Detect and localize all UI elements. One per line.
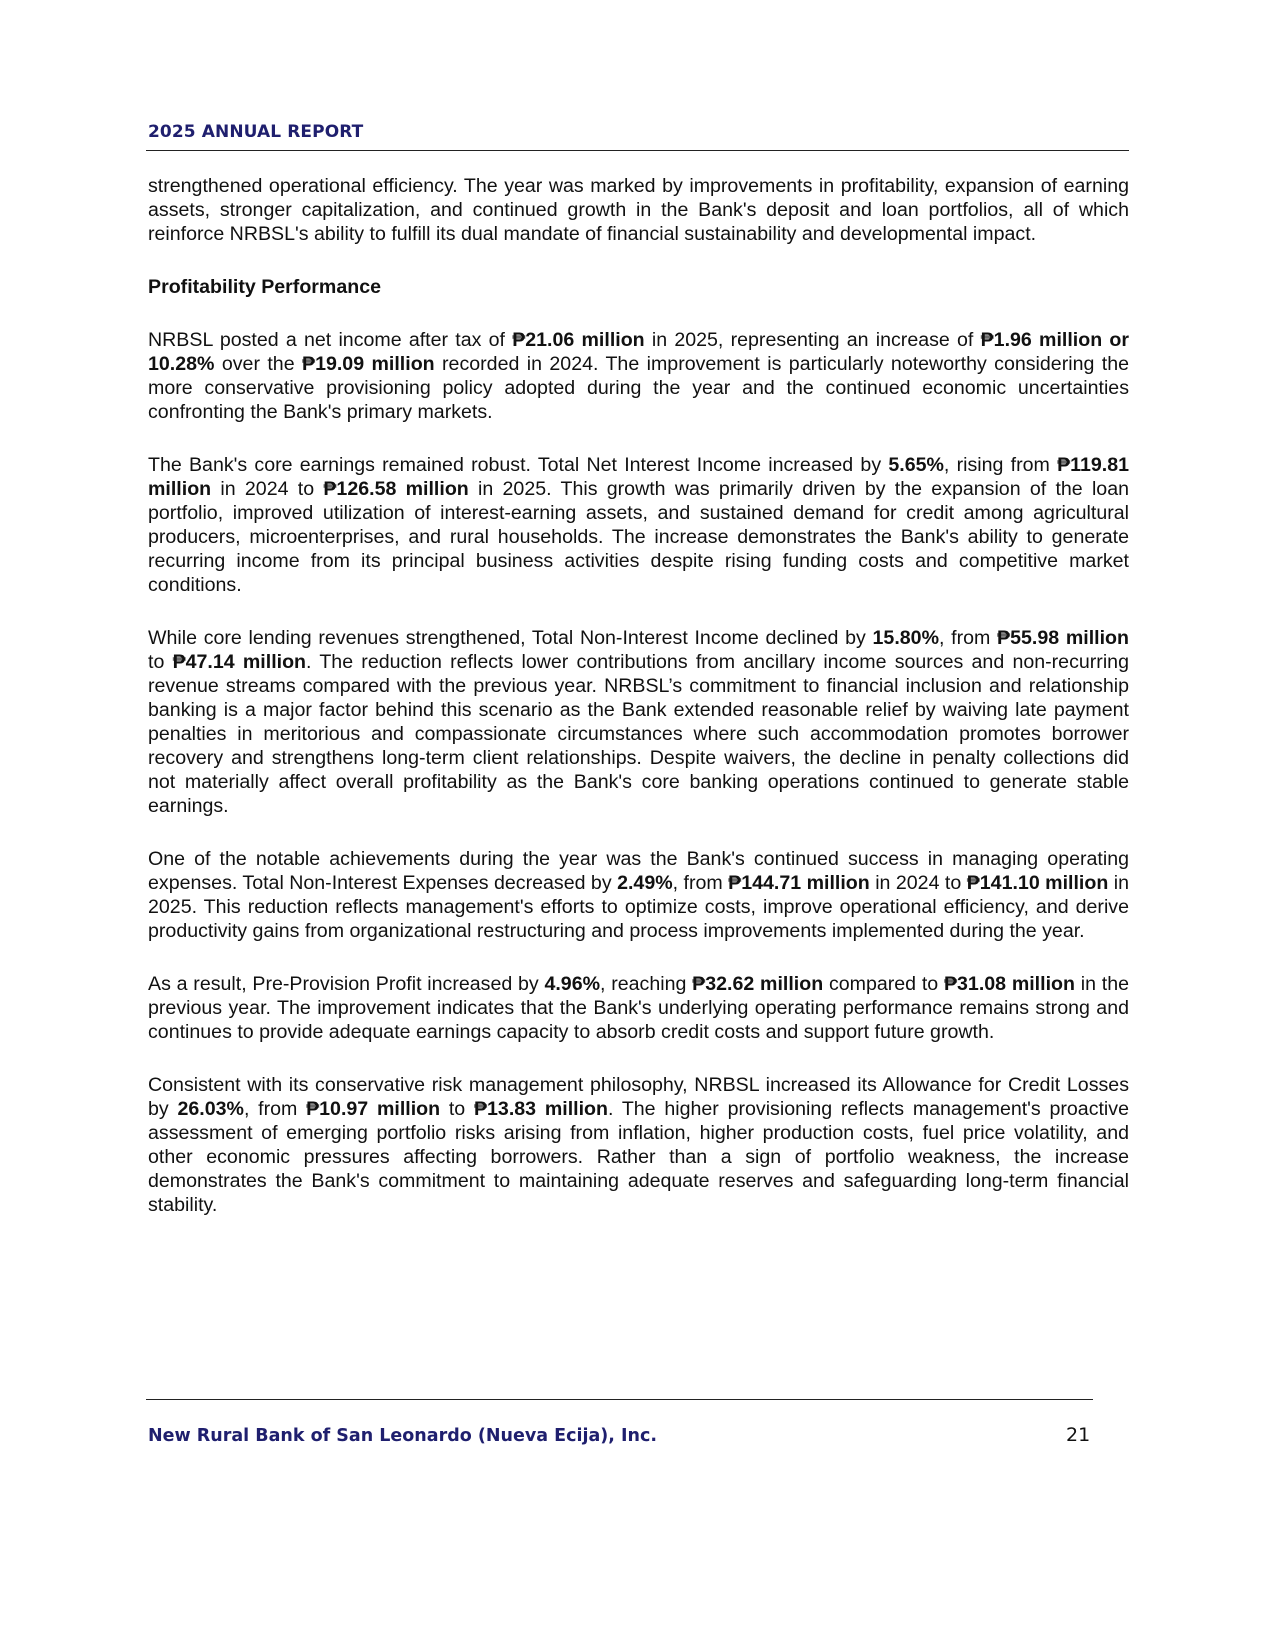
report-title: 2025 ANNUAL REPORT bbox=[148, 122, 364, 142]
document-body bbox=[148, 174, 1129, 1246]
paragraph-net-interest-income bbox=[148, 453, 1129, 597]
emphasized-figure: ₱119.81 million bbox=[148, 454, 1129, 500]
emphasized-figure: 26.03% bbox=[177, 1098, 244, 1120]
emphasized-figure: ₱32.62 million bbox=[692, 973, 824, 995]
emphasized-figure: ₱141.10 million bbox=[966, 872, 1109, 894]
emphasized-figure: ₱55.98 million bbox=[997, 627, 1129, 649]
footer-bank-name: New Rural Bank of San Leonardo (Nueva Ecija), Inc. bbox=[148, 1426, 657, 1446]
text-run: in 2024 to bbox=[869, 872, 967, 894]
text-run: to bbox=[440, 1098, 474, 1120]
emphasized-figure: ₱21.06 million bbox=[512, 329, 645, 351]
text-run: recorded in 2024. The improvement is particularly noteworthy considering the more conservative provisioning policy adopted during the year and the continued economic uncertainties confronting the Bank's primary markets. bbox=[148, 353, 1130, 423]
text-run: in 2024 to bbox=[211, 478, 324, 500]
text-run: . The higher provisioning reflects management's proactive assessment of emerging portfolio risks arising from inflation, higher production costs, fuel price volatility, and other economic pressures affecting borrowers. Rather than a sign of portfolio weakness, the increase demonstrates the Bank's commitment to maintaining adequate reserves and safeguarding long-term financial stability. bbox=[148, 1098, 1129, 1216]
text-run: , from bbox=[672, 872, 729, 894]
emphasized-figure: 4.96% bbox=[544, 973, 601, 995]
text-run: strengthened operational efficiency. The year was marked by improvements in profitability, expansion of earning assets, stronger capitalization, and continued growth in the Bank's deposit and loan portfolios, all of which reinforce NRBSL's ability to fulfill its dual mandate of financial sustainability and developmental impact. bbox=[148, 175, 1129, 245]
emphasized-figure: ₱47.14 million bbox=[172, 651, 307, 673]
text-run: in 2025. This growth was primarily driven by the expansion of the loan portfolio, improved utilization of interest-earning assets, and sustained demand for credit among agricultural producers, microenterprises, and rural households. The increase demonstrates the Bank's ability to generate recurring income from its principal business activities despite rising funding costs and competitive market conditions. bbox=[148, 478, 1130, 596]
header-divider bbox=[146, 150, 1129, 151]
emphasized-figure: ₱126.58 million bbox=[323, 478, 469, 500]
text-run: As a result, Pre-Provision Profit increased by bbox=[148, 973, 545, 995]
emphasized-figure: ₱1.96 million or 10.28% bbox=[148, 329, 1129, 375]
emphasized-figure: ₱144.71 million bbox=[728, 872, 870, 894]
page-number: 21 bbox=[1066, 1424, 1091, 1446]
text-run: compared to bbox=[823, 973, 944, 995]
emphasized-figure: ₱13.83 million bbox=[473, 1098, 608, 1120]
paragraph-pre-provision-profit bbox=[148, 972, 1129, 1044]
emphasized-figure: 5.65% bbox=[888, 454, 944, 476]
text-run: . The reduction reflects lower contributions from ancillary income sources and non-recurring revenue streams compared with the previous year. NRBSL’s commitment to financial inclusion and relationship banking is a major factor behind this scenario as the Bank extended reasonable relief by waiving late payment penalties in meritorious and compassionate circumstances where such accommodation promotes borrower recovery and strengthens long-term client relationships. Despite waivers, the decline in penalty collections did not materially affect overall profitability as the Bank's core banking operations continued to generate stable earnings. bbox=[148, 651, 1129, 817]
text-run: in 2025. This reduction reflects management's efforts to optimize costs, improve operational efficiency, and derive productivity gains from organizational restructuring and process improvements implemented during the year. bbox=[148, 872, 1129, 942]
paragraph-non-interest-income bbox=[148, 626, 1129, 818]
text-run: , reaching bbox=[600, 973, 693, 995]
emphasized-figure: 2.49% bbox=[617, 872, 673, 894]
text-run: , rising from bbox=[943, 454, 1058, 476]
text-run: over the bbox=[214, 353, 302, 375]
text-run: in 2025, representing an increase of bbox=[644, 329, 981, 351]
emphasized-figure: 15.80% bbox=[872, 627, 939, 649]
paragraph-intro-continuation bbox=[148, 174, 1129, 246]
text-run: The Bank's core earnings remained robust. Total Net Interest Income increased by bbox=[148, 454, 889, 476]
paragraph-credit-losses bbox=[148, 1073, 1129, 1217]
text-run: One of the notable achievements during the year was the Bank's continued success in managing operating expenses. Total Non-Interest Expenses decreased by bbox=[148, 848, 1129, 894]
paragraph-non-interest-expenses bbox=[148, 847, 1129, 943]
footer-divider bbox=[146, 1399, 1093, 1400]
paragraph-net-income bbox=[148, 328, 1129, 424]
text-run: , from bbox=[243, 1098, 307, 1120]
section-heading: Profitability Performance bbox=[148, 276, 382, 298]
emphasized-figure: ₱19.09 million bbox=[302, 353, 435, 375]
text-run: , from bbox=[939, 627, 998, 649]
text-run: NRBSL posted a net income after tax of bbox=[148, 329, 513, 351]
text-run: in the previous year. The improvement indicates that the Bank's underlying operating performance remains strong and continues to provide adequate earnings capacity to absorb credit costs and support future growth. bbox=[148, 973, 1129, 1043]
emphasized-figure: ₱31.08 million bbox=[943, 973, 1075, 995]
text-run: Consistent with its conservative risk management philosophy, NRBSL increased its Allowance for Credit Losses by bbox=[148, 1074, 1129, 1120]
text-run: While core lending revenues strengthened, Total Non-Interest Income declined by bbox=[148, 627, 873, 649]
emphasized-figure: ₱10.97 million bbox=[306, 1098, 441, 1120]
text-run: to bbox=[148, 651, 173, 673]
